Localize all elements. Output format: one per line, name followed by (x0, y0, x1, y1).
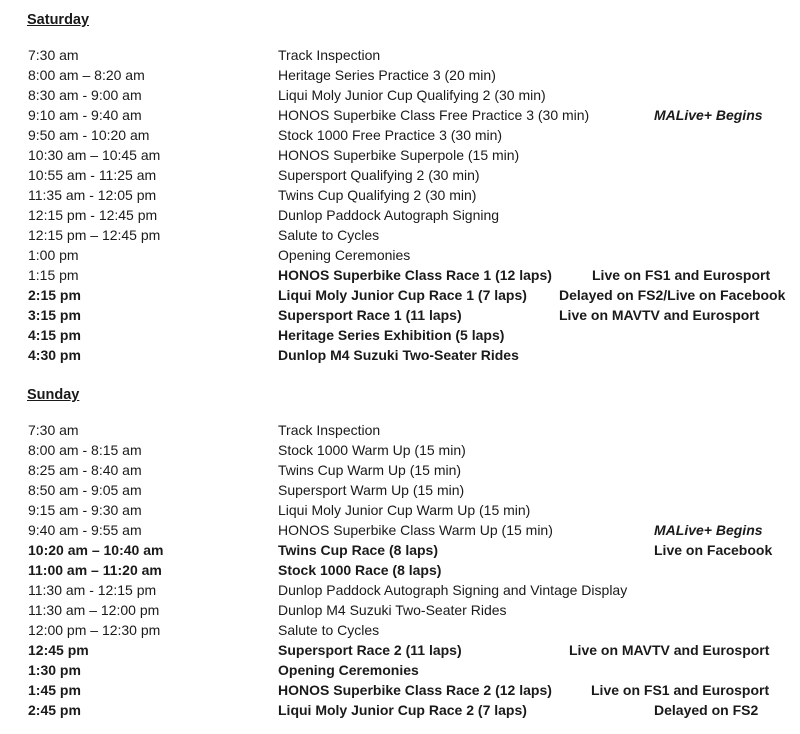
schedule-row (0, 45, 800, 65)
event-cell: HONOS Superbike Class Warm Up (15 min) (278, 522, 553, 538)
schedule-row (0, 660, 800, 680)
schedule-row (0, 640, 800, 660)
broadcast-note: Live on FS1 and Eurosport (591, 682, 770, 698)
time-cell: 7:30 am (28, 422, 79, 438)
time-cell: 7:30 am (28, 47, 79, 63)
event-cell: Dunlop M4 Suzuki Two-Seater Rides (278, 602, 507, 618)
event-cell: Liqui Moly Junior Cup Qualifying 2 (30 min) (278, 87, 546, 103)
schedule-row (0, 265, 800, 285)
schedule-row (0, 125, 800, 145)
schedule-row (0, 65, 800, 85)
event-cell: Supersport Qualifying 2 (30 min) (278, 167, 480, 183)
time-cell: 11:00 am – 11:20 am (28, 562, 162, 578)
broadcast-note: MALive+ Begins (654, 522, 763, 538)
broadcast-note: Live on MAVTV and Eurosport (559, 307, 760, 323)
time-cell: 8:00 am – 8:20 am (28, 67, 145, 83)
broadcast-note: Live on MAVTV and Eurosport (569, 642, 770, 658)
schedule-row (0, 460, 800, 480)
event-cell: HONOS Superbike Superpole (15 min) (278, 147, 520, 163)
broadcast-note: Delayed on FS2/Live on Facebook (559, 287, 786, 303)
schedule-row (0, 305, 800, 325)
time-cell: 2:45 pm (28, 702, 81, 718)
time-cell: 1:15 pm (28, 267, 79, 283)
time-cell: 11:30 am - 12:15 pm (28, 582, 157, 598)
time-cell: 9:15 am - 9:30 am (28, 502, 142, 518)
event-cell: Track Inspection (278, 47, 381, 63)
event-cell: Liqui Moly Junior Cup Race 1 (7 laps) (278, 287, 527, 303)
time-cell: 9:50 am - 10:20 am (28, 127, 150, 143)
schedule-row (0, 600, 800, 620)
event-cell: Dunlop Paddock Autograph Signing (278, 207, 500, 223)
time-cell: 8:30 am - 9:00 am (28, 87, 142, 103)
schedule-row (0, 560, 800, 580)
time-cell: 4:15 pm (28, 327, 81, 343)
schedule-row (0, 700, 800, 720)
broadcast-note: Live on FS1 and Eurosport (592, 267, 771, 283)
time-cell: 1:45 pm (28, 682, 81, 698)
time-cell: 1:00 pm (28, 247, 79, 263)
schedule-row (0, 225, 800, 245)
time-cell: 8:00 am - 8:15 am (28, 442, 142, 458)
schedule-row (0, 520, 800, 540)
event-cell: Salute to Cycles (278, 227, 380, 243)
broadcast-note: MALive+ Begins (654, 107, 763, 123)
event-cell: Supersport Warm Up (15 min) (278, 482, 465, 498)
schedule-row (0, 285, 800, 305)
schedule-row (0, 245, 800, 265)
event-cell: Salute to Cycles (278, 622, 380, 638)
schedule-row (0, 345, 800, 365)
time-cell: 12:45 pm (28, 642, 89, 658)
time-cell: 10:20 am – 10:40 am (28, 542, 164, 558)
schedule-row (0, 620, 800, 640)
schedule-row (0, 145, 800, 165)
time-cell: 12:15 pm - 12:45 pm (28, 207, 158, 223)
event-cell: Heritage Series Practice 3 (20 min) (278, 67, 496, 83)
time-cell: 9:40 am - 9:55 am (28, 522, 142, 538)
schedule-row (0, 680, 800, 700)
schedule-row (0, 420, 800, 440)
time-cell: 8:50 am - 9:05 am (28, 482, 142, 498)
time-cell: 11:35 am - 12:05 pm (28, 187, 157, 203)
time-cell: 10:55 am - 11:25 am (28, 167, 157, 183)
schedule-row (0, 580, 800, 600)
event-cell: Supersport Race 2 (11 laps) (278, 642, 462, 658)
event-cell: Twins Cup Qualifying 2 (30 min) (278, 187, 477, 203)
schedule-row (0, 185, 800, 205)
event-cell: Track Inspection (278, 422, 381, 438)
schedule-row (0, 540, 800, 560)
time-cell: 8:25 am - 8:40 am (28, 462, 142, 478)
schedule-row (0, 85, 800, 105)
sunday-heading: Sunday (27, 387, 80, 403)
event-cell: Stock 1000 Race (8 laps) (278, 562, 442, 578)
time-cell: 3:15 pm (28, 307, 81, 323)
time-cell: 4:30 pm (28, 347, 81, 363)
event-cell: Twins Cup Race (8 laps) (278, 542, 438, 558)
event-cell: Liqui Moly Junior Cup Race 2 (7 laps) (278, 702, 527, 718)
event-cell: Liqui Moly Junior Cup Warm Up (15 min) (278, 502, 531, 518)
time-cell: 2:15 pm (28, 287, 81, 303)
time-cell: 1:30 pm (28, 662, 81, 678)
time-cell: 10:30 am – 10:45 am (28, 147, 161, 163)
time-cell: 12:00 pm – 12:30 pm (28, 622, 161, 638)
event-cell: HONOS Superbike Class Free Practice 3 (30 min) (278, 107, 590, 123)
event-cell: Supersport Race 1 (11 laps) (278, 307, 462, 323)
schedule-row (0, 480, 800, 500)
event-cell: Dunlop M4 Suzuki Two-Seater Rides (278, 347, 519, 363)
event-cell: Heritage Series Exhibition (5 laps) (278, 327, 505, 343)
schedule-row (0, 205, 800, 225)
event-cell: Stock 1000 Warm Up (15 min) (278, 442, 466, 458)
schedule-row (0, 105, 800, 125)
schedule-row (0, 440, 800, 460)
event-cell: Opening Ceremonies (278, 247, 411, 263)
schedule-row (0, 500, 800, 520)
broadcast-note: Delayed on FS2 (654, 702, 759, 718)
event-cell: HONOS Superbike Class Race 1 (12 laps) (278, 267, 552, 283)
schedule-row (0, 165, 800, 185)
time-cell: 9:10 am - 9:40 am (28, 107, 142, 123)
event-cell: HONOS Superbike Class Race 2 (12 laps) (278, 682, 552, 698)
schedule-row (0, 325, 800, 345)
time-cell: 12:15 pm – 12:45 pm (28, 227, 161, 243)
event-cell: Twins Cup Warm Up (15 min) (278, 462, 462, 478)
time-cell: 11:30 am – 12:00 pm (28, 602, 160, 618)
broadcast-note: Live on Facebook (654, 542, 773, 558)
event-cell: Opening Ceremonies (278, 662, 419, 678)
saturday-heading: Saturday (27, 12, 90, 28)
event-cell: Stock 1000 Free Practice 3 (30 min) (278, 127, 503, 143)
event-cell: Dunlop Paddock Autograph Signing and Vintage Display (278, 582, 628, 598)
